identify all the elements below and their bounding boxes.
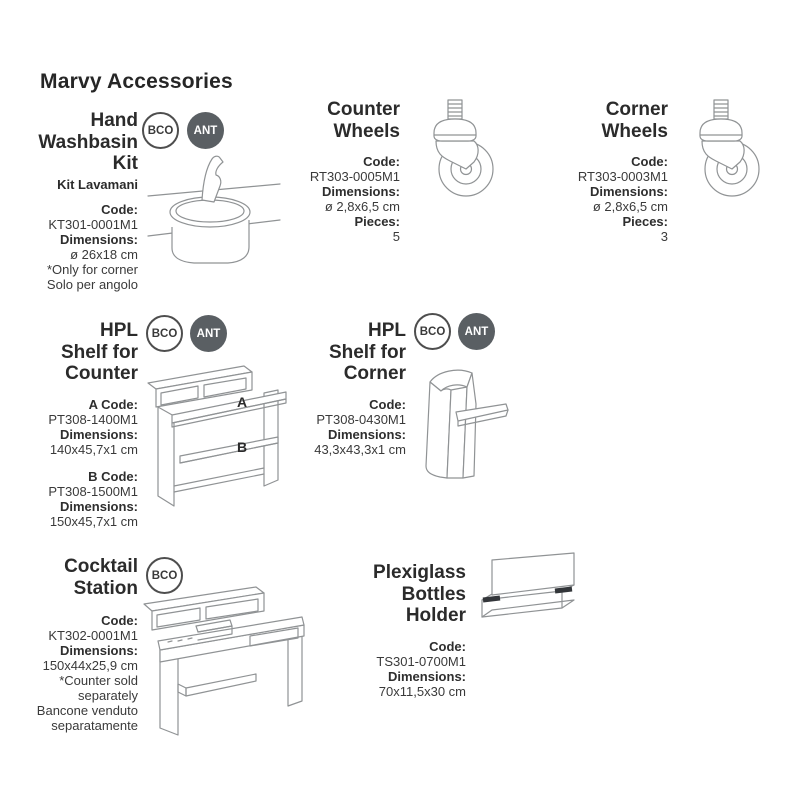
spec-label: Dimensions: <box>59 498 138 514</box>
product-title <box>352 562 466 627</box>
spec-value: PT308-1400M1 <box>48 411 138 427</box>
product-specs <box>24 613 138 733</box>
spec-value: RT303-0003M1 <box>577 169 668 184</box>
spec-label: Dimensions: <box>327 426 406 442</box>
title-line: Corner <box>605 99 668 120</box>
product-title <box>286 99 400 142</box>
spec-value: TS301-0700M1 <box>376 653 466 669</box>
title-line: Counter <box>65 363 138 384</box>
title-line: Bottles <box>401 583 466 605</box>
product-specs <box>292 397 406 457</box>
spec-value: ø 2,8x6,5 cm <box>592 199 668 214</box>
spec-value: RT303-0005M1 <box>309 169 400 184</box>
bco-badge <box>142 112 179 149</box>
title-line: Corner <box>343 363 406 384</box>
shelf-b-label: B <box>236 439 248 455</box>
product-specs <box>24 202 138 292</box>
title-line: Washbasin <box>38 131 138 153</box>
product-note: *Only for corner <box>46 261 138 277</box>
spec-value: 5 <box>392 229 400 244</box>
spec-value: PT308-1500M1 <box>48 483 138 499</box>
bco-badge-label: BCO <box>147 124 174 137</box>
product-info <box>292 320 406 457</box>
title-line: Kit <box>112 153 138 174</box>
product-specs <box>286 154 400 244</box>
spec-value: 140x45,7x1 cm <box>49 441 138 457</box>
product-info <box>352 562 466 699</box>
title-line: Hand <box>90 110 138 131</box>
bco-badge-label: BCO <box>151 327 178 340</box>
spec-label: Code: <box>369 396 406 412</box>
ant-badge-label: ANT <box>193 124 218 137</box>
product-info <box>554 99 668 244</box>
spec-value: PT308-0430M1 <box>316 411 406 427</box>
page-title: Marvy Accessories <box>40 70 233 94</box>
title-line: HPL <box>368 320 406 341</box>
spec-value: ø 2,8x6,5 cm <box>324 199 400 214</box>
spec-label: Dimensions: <box>387 668 466 684</box>
spec-label: Dimensions: <box>59 643 138 658</box>
washbasin-drawing <box>146 150 280 266</box>
spec-label: B Code: <box>88 468 138 484</box>
ant-badge <box>187 112 224 149</box>
cocktail-station-drawing <box>138 584 312 738</box>
spec-value: KT301-0001M1 <box>48 216 138 232</box>
title-line: Holder <box>405 605 466 626</box>
product-note: Solo per angolo <box>46 276 138 292</box>
title-line: Shelf for <box>60 341 138 363</box>
bottles-holder-drawing <box>476 550 590 630</box>
spec-label: Pieces: <box>354 214 400 229</box>
spec-value: 150x44x25,9 cm <box>42 658 138 673</box>
spec-label: Pieces: <box>622 214 668 229</box>
title-line: Wheels <box>333 120 400 142</box>
product-title <box>24 556 138 599</box>
product-title <box>24 110 138 175</box>
caster-wheel-drawing <box>682 97 762 203</box>
product-note: separately <box>78 688 138 703</box>
corner-shelf-drawing <box>416 356 512 488</box>
product-title <box>292 320 406 385</box>
product-title <box>24 320 138 385</box>
spec-value: ø 26x18 cm <box>70 246 138 262</box>
counter-shelves-drawing <box>138 358 292 526</box>
spec-label: Dimensions: <box>589 184 668 199</box>
shelf-a-label: A <box>236 394 248 410</box>
product-note: Bancone venduto <box>36 703 138 718</box>
spec-label: Code: <box>363 154 400 169</box>
ant-badge-label: ANT <box>196 327 221 340</box>
title-line: Counter <box>327 99 400 120</box>
title-line: Shelf for <box>328 341 406 363</box>
product-info <box>24 320 138 529</box>
product-note: *Counter sold <box>59 673 138 688</box>
title-line: HPL <box>100 320 138 341</box>
bco-badge <box>146 315 183 352</box>
spec-value: 3 <box>660 229 668 244</box>
product-specs <box>24 397 138 529</box>
product-subtitle: Kit Lavamani <box>57 176 138 192</box>
spec-label: Code: <box>101 201 138 217</box>
spec-value: 70x11,5x30 cm <box>378 683 466 699</box>
product-specs <box>554 154 668 244</box>
spec-value: 150x45,7x1 cm <box>49 513 138 529</box>
title-line: Wheels <box>601 120 668 142</box>
caster-wheel-drawing <box>416 97 496 203</box>
spec-label: Code: <box>631 154 668 169</box>
title-line: Cocktail <box>64 556 138 577</box>
spec-label: Dimensions: <box>59 231 138 247</box>
bco-badge-label: BCO <box>419 325 446 338</box>
ant-badge-label: ANT <box>464 325 489 338</box>
title-line: Plexiglass <box>373 562 466 583</box>
product-info <box>286 99 400 244</box>
product-note: separatamente <box>51 718 138 733</box>
ant-badge <box>190 315 227 352</box>
spec-value: 43,3x43,3x1 cm <box>314 441 406 457</box>
product-title <box>554 99 668 142</box>
spec-label: A Code: <box>88 396 138 412</box>
title-line: Station <box>73 577 138 599</box>
product-info <box>24 110 138 292</box>
product-info <box>24 556 138 733</box>
spec-label: Dimensions: <box>321 184 400 199</box>
ant-badge <box>458 313 495 350</box>
spec-label: Code: <box>429 638 466 654</box>
spec-label: Dimensions: <box>59 426 138 442</box>
bco-badge <box>414 313 451 350</box>
spec-value: KT302-0001M1 <box>48 628 138 643</box>
spec-label: Code: <box>101 613 138 628</box>
product-specs <box>352 639 466 699</box>
bco-badge-label: BCO <box>151 569 178 582</box>
